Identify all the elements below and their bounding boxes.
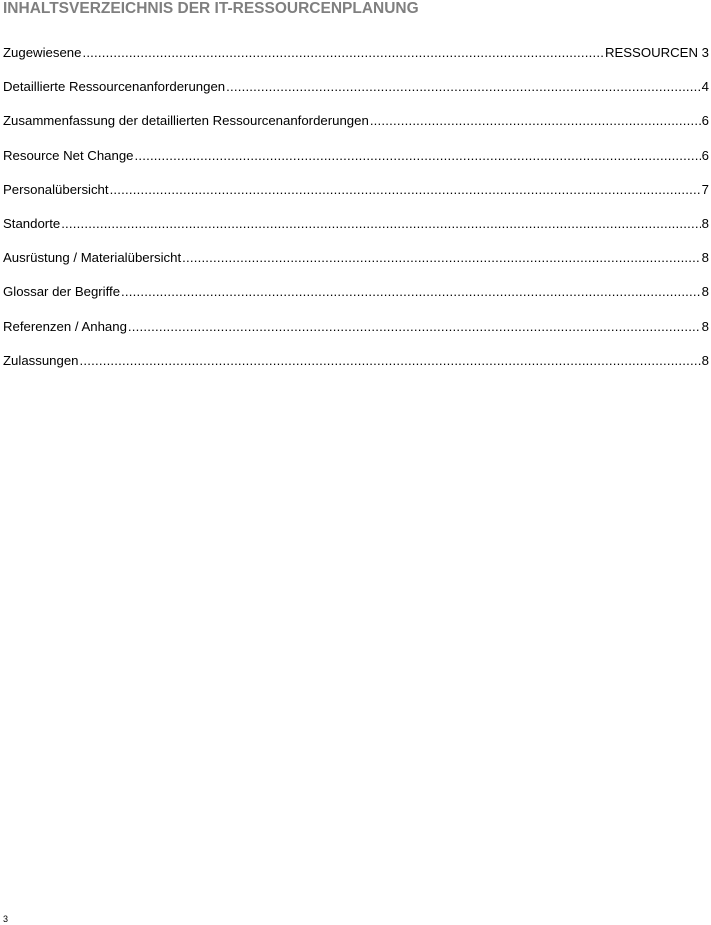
toc-entry-page: 6	[701, 113, 709, 129]
toc-entry-page: 8	[701, 318, 709, 334]
toc-entry-page: 8	[701, 250, 709, 266]
toc-entry-label: Zusammenfassung der detaillierten Ressourcenanforderungen	[3, 113, 369, 129]
toc-entry-page: 8	[701, 352, 709, 368]
toc-entry-label: Personalübersicht	[3, 181, 109, 197]
toc-entry-resource-net-change[interactable]	[3, 147, 709, 181]
toc-entry-page: 7	[701, 181, 709, 197]
toc-dot-leader	[82, 44, 603, 61]
toc-entry-zulassungen[interactable]	[3, 352, 709, 386]
toc-dot-leader	[61, 215, 700, 232]
toc-entry-zugewiesene[interactable]	[3, 44, 709, 78]
toc-entry-ausruestung-materialuebersicht[interactable]	[3, 249, 709, 283]
toc-entry-page: RESSOURCEN 3	[604, 45, 709, 60]
toc-entry-referenzen-anhang[interactable]	[3, 318, 709, 352]
toc-title: INHALTSVERZEICHNIS DER IT-RESSOURCENPLANUNG	[3, 0, 419, 17]
toc-dot-leader	[128, 318, 701, 335]
footer-page-number: 3	[3, 914, 9, 924]
toc-entry-page: 8	[701, 284, 709, 300]
toc-entry-label: Zulassungen	[3, 352, 79, 368]
toc-entry-page: 6	[701, 147, 709, 163]
toc-entry-zusammenfassung[interactable]	[3, 112, 709, 146]
toc-entry-personaluebersicht[interactable]	[3, 181, 709, 215]
toc-entry-label: Referenzen / Anhang	[3, 318, 127, 334]
toc-entry-glossar-der-begriffe[interactable]	[3, 283, 709, 317]
toc-dot-leader	[134, 147, 700, 164]
toc-entry-label: Ausrüstung / Materialübersicht	[3, 250, 182, 266]
toc-entry-detaillierte-ressourcenanforderungen[interactable]	[3, 78, 709, 112]
toc-entry-page: 4	[701, 79, 709, 95]
toc-dot-leader	[80, 352, 701, 369]
toc-entry-label: Glossar der Begriffe	[3, 284, 121, 300]
toc-entry-page: 8	[701, 215, 709, 231]
toc-list	[3, 44, 709, 386]
toc-entry-label: Zugewiesene	[3, 45, 82, 60]
toc-dot-leader	[226, 78, 701, 95]
toc-dot-leader	[182, 249, 701, 266]
toc-entry-standorte[interactable]	[3, 215, 709, 249]
toc-entry-label: Standorte	[3, 215, 61, 231]
toc-dot-leader	[370, 112, 701, 129]
toc-dot-leader	[110, 181, 701, 198]
toc-dot-leader	[121, 283, 701, 300]
toc-entry-label: Detaillierte Ressourcenanforderungen	[3, 79, 226, 95]
toc-entry-label: Resource Net Change	[3, 147, 134, 163]
